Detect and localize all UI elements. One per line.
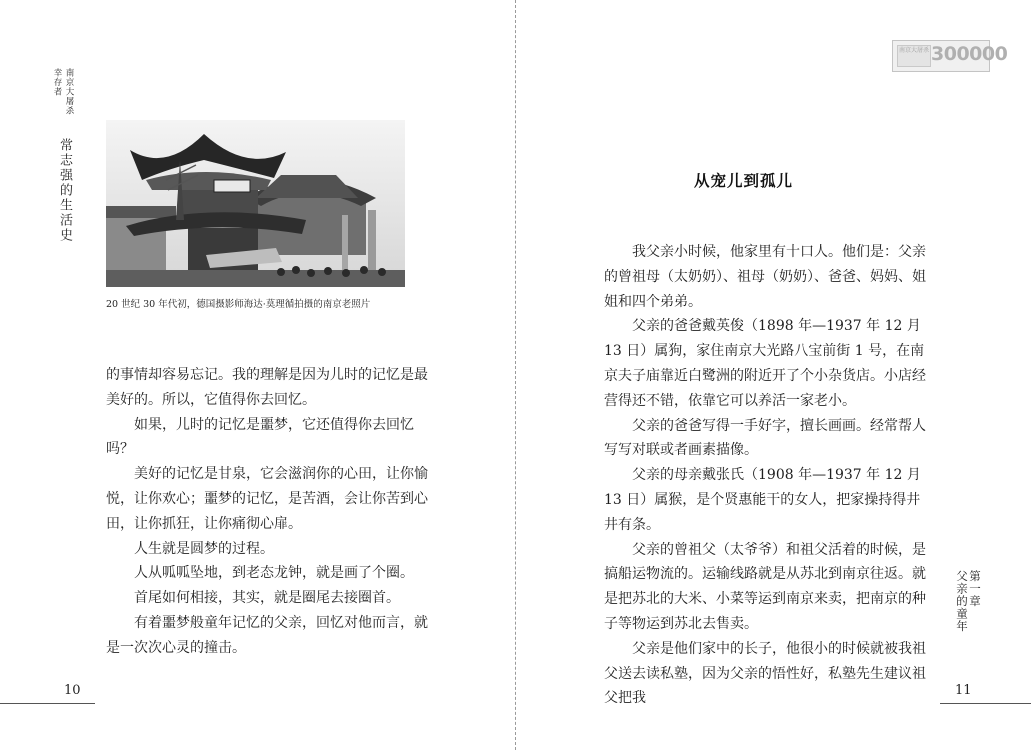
paragraph: 的事情却容易忘记。我的理解是因为儿时的记忆是最美好的。所以，它值得你去回忆。 (106, 367, 428, 408)
chapter-title: 从宠儿到孤儿 (694, 171, 794, 190)
series-name-line-2: 幸存者 (52, 68, 62, 97)
right-body-text (604, 240, 926, 711)
footer-rule (0, 703, 95, 704)
paragraph: 父亲的母亲戴张氏（1908 年—1937 年 12 月 13 日）属猴，是个贤惠能干的女人，把家操持得井井有条。 (604, 467, 921, 533)
paragraph: 父亲的爸爸写得一手好字，擅长画画。经常帮人写写对联或者画素描像。 (604, 417, 926, 459)
chapter-side-tab (955, 570, 981, 633)
logo-mark: 南京大屠杀 (897, 45, 931, 67)
paragraph: 有着噩梦般童年记忆的父亲，回忆对他而言，就是一次次心灵的撞击。 (106, 614, 428, 656)
old-nanjing-photo (106, 120, 405, 287)
paragraph: 父亲的爸爸戴英俊（1898 年—1937 年 12 月 13 日）属狗，家住南京大光路八宝前街 1 号，在南京夫子庙靠近白鹭洲的附近开了个小杂货店。小店经营得还不错，依靠它可以养活一家老小。 (604, 318, 926, 409)
paragraph: 如果，儿时的记忆是噩梦，它还值得你去回忆吗？ (106, 416, 414, 458)
series-logo (892, 40, 1008, 72)
paragraph: 父亲是他们家中的长子，他很小的时候就被我祖父送去读私塾，因为父亲的悟性好，私塾先生建议祖父把我 (604, 640, 926, 707)
side-tab-chapter-name: 父亲的童年 (955, 570, 969, 633)
book-gutter (515, 0, 516, 750)
paragraph: 美好的记忆是甘泉，它会滋润你的心田，让你愉悦，让你欢心；噩梦的记忆，是苦酒，会让你苦到心田，让你抓狂，让你痛彻心扉。 (106, 466, 428, 532)
paragraph: 首尾如何相接，其实，就是圈尾去接圈首。 (134, 590, 400, 607)
footer-rule (940, 703, 1031, 704)
page-number: 11 (955, 683, 972, 698)
logo-number: 300000 (931, 43, 1008, 65)
series-name-line-1: 南京大屠杀 (64, 68, 74, 116)
left-body-text (106, 363, 428, 661)
paragraph: 人从呱呱坠地，到老态龙钟，就是画了个圈。 (134, 565, 414, 582)
side-tab-chapter-number: 第一章 (968, 570, 982, 608)
paragraph: 人生就是圆梦的过程。 (134, 540, 274, 557)
running-book-title: 常志强的生活史 (57, 138, 72, 243)
paragraph: 父亲的曾祖父（太爷爷）和祖父活着的时候，是搞船运物流的。运输线路就是从苏北到南京往返。就是把苏北的大米、小菜等运到南京来卖，把南京的种子等物运到苏北去售卖。 (604, 541, 926, 632)
photo-caption: 20 世纪 30 年代初，德国摄影师海达·莫理循拍摄的南京老照片 (106, 299, 371, 310)
left-page (0, 0, 515, 750)
paragraph: 我父亲小时候，他家里有十口人。他们是：父亲的曾祖母（太奶奶）、祖母（奶奶）、爸爸、妈妈、姐姐和四个弟弟。 (604, 244, 926, 310)
page-number: 10 (64, 683, 81, 698)
